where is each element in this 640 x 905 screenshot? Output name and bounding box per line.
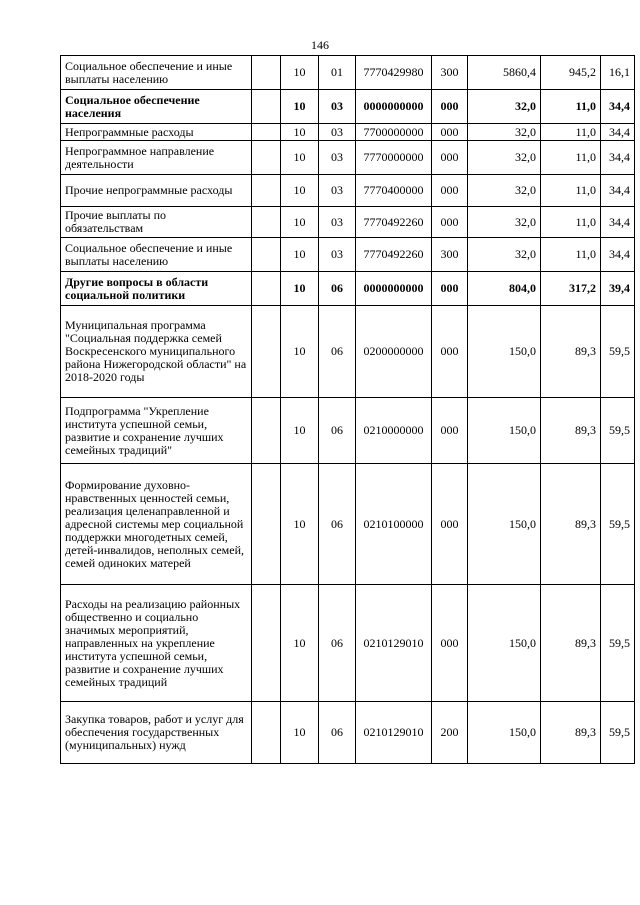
row-gap bbox=[252, 306, 281, 398]
row-plan: 150,0 bbox=[468, 585, 541, 702]
row-percent: 39,4 bbox=[601, 272, 635, 306]
row-percent: 59,5 bbox=[601, 306, 635, 398]
row-target-article: 7770000000 bbox=[356, 141, 432, 175]
row-gap bbox=[252, 141, 281, 175]
row-name: Непрограммные расходы bbox=[61, 124, 252, 141]
row-section: 10 bbox=[281, 207, 319, 238]
row-expense-type: 000 bbox=[432, 207, 468, 238]
row-plan: 32,0 bbox=[468, 124, 541, 141]
row-name: Закупка товаров, работ и услуг для обеспечения государственных (муниципальных) нужд bbox=[61, 702, 252, 764]
row-section: 10 bbox=[281, 238, 319, 272]
row-gap bbox=[252, 238, 281, 272]
row-section: 10 bbox=[281, 398, 319, 464]
row-expense-type: 300 bbox=[432, 238, 468, 272]
row-actual: 11,0 bbox=[541, 141, 601, 175]
row-gap bbox=[252, 175, 281, 207]
row-name: Другие вопросы в области социальной политики bbox=[61, 272, 252, 306]
row-target-article: 0000000000 bbox=[356, 90, 432, 124]
row-section: 10 bbox=[281, 464, 319, 585]
row-name: Прочие выплаты по обязательствам bbox=[61, 207, 252, 238]
row-subsection: 03 bbox=[319, 207, 356, 238]
row-actual: 89,3 bbox=[541, 702, 601, 764]
row-gap bbox=[252, 585, 281, 702]
table-body bbox=[61, 56, 635, 764]
row-section: 10 bbox=[281, 175, 319, 207]
table-row bbox=[61, 141, 635, 175]
row-expense-type: 000 bbox=[432, 272, 468, 306]
row-name: Муниципальная программа "Социальная поддержка семей Воскресенского муниципального района Нижегородской области" на 2018-2020 годы bbox=[61, 306, 252, 398]
row-gap bbox=[252, 56, 281, 90]
row-name: Прочие непрограммные расходы bbox=[61, 175, 252, 207]
table-row bbox=[61, 90, 635, 124]
row-subsection: 03 bbox=[319, 124, 356, 141]
row-target-article: 7770492260 bbox=[356, 207, 432, 238]
row-plan: 804,0 bbox=[468, 272, 541, 306]
row-actual: 89,3 bbox=[541, 398, 601, 464]
row-actual: 317,2 bbox=[541, 272, 601, 306]
table-row bbox=[61, 272, 635, 306]
row-expense-type: 000 bbox=[432, 464, 468, 585]
row-section: 10 bbox=[281, 90, 319, 124]
row-percent: 59,5 bbox=[601, 702, 635, 764]
row-expense-type: 300 bbox=[432, 56, 468, 90]
row-percent: 34,4 bbox=[601, 90, 635, 124]
row-percent: 59,5 bbox=[601, 585, 635, 702]
table-row bbox=[61, 124, 635, 141]
row-name: Подпрограмма "Укрепление института успешной семьи, развитие и сохранение лучших семейных традиций" bbox=[61, 398, 252, 464]
row-actual: 89,3 bbox=[541, 464, 601, 585]
row-subsection: 01 bbox=[319, 56, 356, 90]
row-actual: 11,0 bbox=[541, 90, 601, 124]
row-gap bbox=[252, 702, 281, 764]
row-percent: 34,4 bbox=[601, 175, 635, 207]
table-row bbox=[61, 464, 635, 585]
row-actual: 11,0 bbox=[541, 238, 601, 272]
row-percent: 16,1 bbox=[601, 56, 635, 90]
row-expense-type: 000 bbox=[432, 90, 468, 124]
row-actual: 945,2 bbox=[541, 56, 601, 90]
row-plan: 32,0 bbox=[468, 207, 541, 238]
row-subsection: 03 bbox=[319, 141, 356, 175]
row-percent: 34,4 bbox=[601, 141, 635, 175]
row-plan: 150,0 bbox=[468, 464, 541, 585]
table-row bbox=[61, 238, 635, 272]
row-name: Социальное обеспечение населения bbox=[61, 90, 252, 124]
row-gap bbox=[252, 398, 281, 464]
row-plan: 32,0 bbox=[468, 175, 541, 207]
row-section: 10 bbox=[281, 272, 319, 306]
row-expense-type: 000 bbox=[432, 306, 468, 398]
row-subsection: 03 bbox=[319, 238, 356, 272]
row-name: Социальное обеспечение и иные выплаты населению bbox=[61, 56, 252, 90]
row-target-article: 7770492260 bbox=[356, 238, 432, 272]
table-row bbox=[61, 175, 635, 207]
row-name: Социальное обеспечение и иные выплаты населению bbox=[61, 238, 252, 272]
row-target-article: 0210129010 bbox=[356, 585, 432, 702]
table-row bbox=[61, 398, 635, 464]
row-target-article: 0210129010 bbox=[356, 702, 432, 764]
row-percent: 59,5 bbox=[601, 464, 635, 585]
row-target-article: 0210100000 bbox=[356, 464, 432, 585]
row-target-article: 0210000000 bbox=[356, 398, 432, 464]
row-subsection: 06 bbox=[319, 398, 356, 464]
row-section: 10 bbox=[281, 124, 319, 141]
row-section: 10 bbox=[281, 702, 319, 764]
row-percent: 34,4 bbox=[601, 207, 635, 238]
row-target-article: 0000000000 bbox=[356, 272, 432, 306]
row-actual: 11,0 bbox=[541, 175, 601, 207]
row-plan: 150,0 bbox=[468, 702, 541, 764]
row-target-article: 7700000000 bbox=[356, 124, 432, 141]
row-section: 10 bbox=[281, 141, 319, 175]
row-expense-type: 000 bbox=[432, 398, 468, 464]
row-section: 10 bbox=[281, 56, 319, 90]
row-section: 10 bbox=[281, 306, 319, 398]
row-actual: 89,3 bbox=[541, 585, 601, 702]
table-row bbox=[61, 306, 635, 398]
row-subsection: 06 bbox=[319, 272, 356, 306]
row-name: Формирование духовно-нравственных ценностей семьи, реализация целенаправленной и адресной системы мер социальной поддержки многодетных семей, детей-инвалидов, неполных семей, семей одиноких матерей bbox=[61, 464, 252, 585]
row-plan: 150,0 bbox=[468, 306, 541, 398]
table-row bbox=[61, 702, 635, 764]
row-target-article: 7770429980 bbox=[356, 56, 432, 90]
row-gap bbox=[252, 124, 281, 141]
row-percent: 34,4 bbox=[601, 124, 635, 141]
budget-table bbox=[60, 55, 635, 764]
row-percent: 34,4 bbox=[601, 238, 635, 272]
row-gap bbox=[252, 464, 281, 585]
table-row bbox=[61, 207, 635, 238]
row-target-article: 7770400000 bbox=[356, 175, 432, 207]
row-plan: 32,0 bbox=[468, 238, 541, 272]
table-row bbox=[61, 56, 635, 90]
row-name: Расходы на реализацию районных общественно и социально значимых мероприятий, направленных на укрепление института успешной семьи, развитие и сохранение лучших семейных традиций bbox=[61, 585, 252, 702]
row-subsection: 06 bbox=[319, 702, 356, 764]
page-number: 146 bbox=[311, 38, 329, 52]
row-section: 10 bbox=[281, 585, 319, 702]
row-subsection: 06 bbox=[319, 306, 356, 398]
row-plan: 150,0 bbox=[468, 398, 541, 464]
row-actual: 11,0 bbox=[541, 207, 601, 238]
row-expense-type: 000 bbox=[432, 141, 468, 175]
row-target-article: 0200000000 bbox=[356, 306, 432, 398]
row-actual: 89,3 bbox=[541, 306, 601, 398]
row-gap bbox=[252, 207, 281, 238]
row-name: Непрограммное направление деятельности bbox=[61, 141, 252, 175]
row-subsection: 06 bbox=[319, 585, 356, 702]
row-expense-type: 000 bbox=[432, 175, 468, 207]
row-plan: 32,0 bbox=[468, 141, 541, 175]
row-plan: 32,0 bbox=[468, 90, 541, 124]
row-subsection: 06 bbox=[319, 464, 356, 585]
row-actual: 11,0 bbox=[541, 124, 601, 141]
row-subsection: 03 bbox=[319, 90, 356, 124]
row-expense-type: 000 bbox=[432, 585, 468, 702]
row-expense-type: 200 bbox=[432, 702, 468, 764]
row-subsection: 03 bbox=[319, 175, 356, 207]
row-expense-type: 000 bbox=[432, 124, 468, 141]
row-percent: 59,5 bbox=[601, 398, 635, 464]
row-gap bbox=[252, 90, 281, 124]
row-plan: 5860,4 bbox=[468, 56, 541, 90]
row-gap bbox=[252, 272, 281, 306]
table-row bbox=[61, 585, 635, 702]
